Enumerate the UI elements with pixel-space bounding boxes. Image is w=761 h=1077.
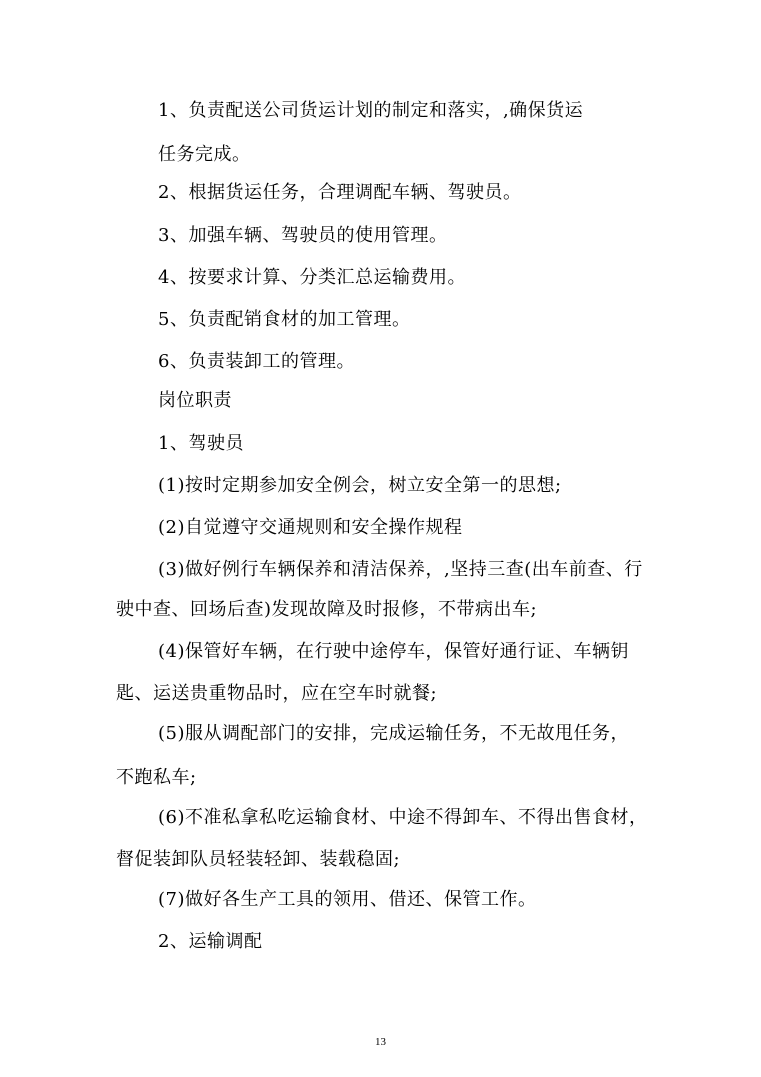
text-line-1: 1、负责配送公司货运计划的制定和落实，,确保货运 [158, 100, 584, 121]
text-line-12: (3)做好例行车辆保养和清洁保养，,坚持三查(出车前查、行 [158, 559, 643, 580]
text-line-2: 任务完成。 [158, 144, 251, 165]
text-line-5: 4、按要求计算、分类汇总运输费用。 [158, 267, 466, 288]
text-line-14: (4)保管好车辆，在行驶中途停车，保管好通行证、车辆钥 [158, 641, 629, 662]
subsection-heading-driver: 1、驾驶员 [158, 433, 244, 454]
text-line-19: 督促装卸队员轻装轻卸、装载稳固; [116, 849, 401, 870]
text-line-20: (7)做好各生产工具的领用、借还、保管工作。 [158, 889, 537, 910]
text-line-16: (5)服从调配部门的安排，完成运输任务，不无故甩任务， [158, 723, 629, 744]
text-line-10: (1)按时定期参加安全例会，树立安全第一的思想; [158, 475, 562, 496]
text-line-17: 不跑私车; [116, 767, 197, 788]
text-line-6: 5、负责配销食材的加工管理。 [158, 309, 411, 330]
text-line-7: 6、负责装卸工的管理。 [158, 351, 355, 372]
text-line-15: 匙、运送贵重物品时，应在空车时就餐; [116, 683, 438, 704]
text-line-3: 2、根据货运任务，合理调配车辆、驾驶员。 [158, 182, 522, 203]
section-heading: 岗位职责 [158, 390, 232, 411]
text-line-13: 驶中查、回场后查)发现故障及时报修，不带病出车; [116, 599, 538, 620]
text-line-18: (6)不准私拿私吃运输食材、中途不得卸车、不得出售食材， [158, 807, 648, 828]
page-number: 13 [375, 1036, 386, 1048]
text-line-11: (2)自觉遵守交通规则和安全操作规程 [158, 517, 463, 538]
subsection-heading-dispatch: 2、运输调配 [158, 931, 263, 952]
text-line-4: 3、加强车辆、驾驶员的使用管理。 [158, 225, 448, 246]
